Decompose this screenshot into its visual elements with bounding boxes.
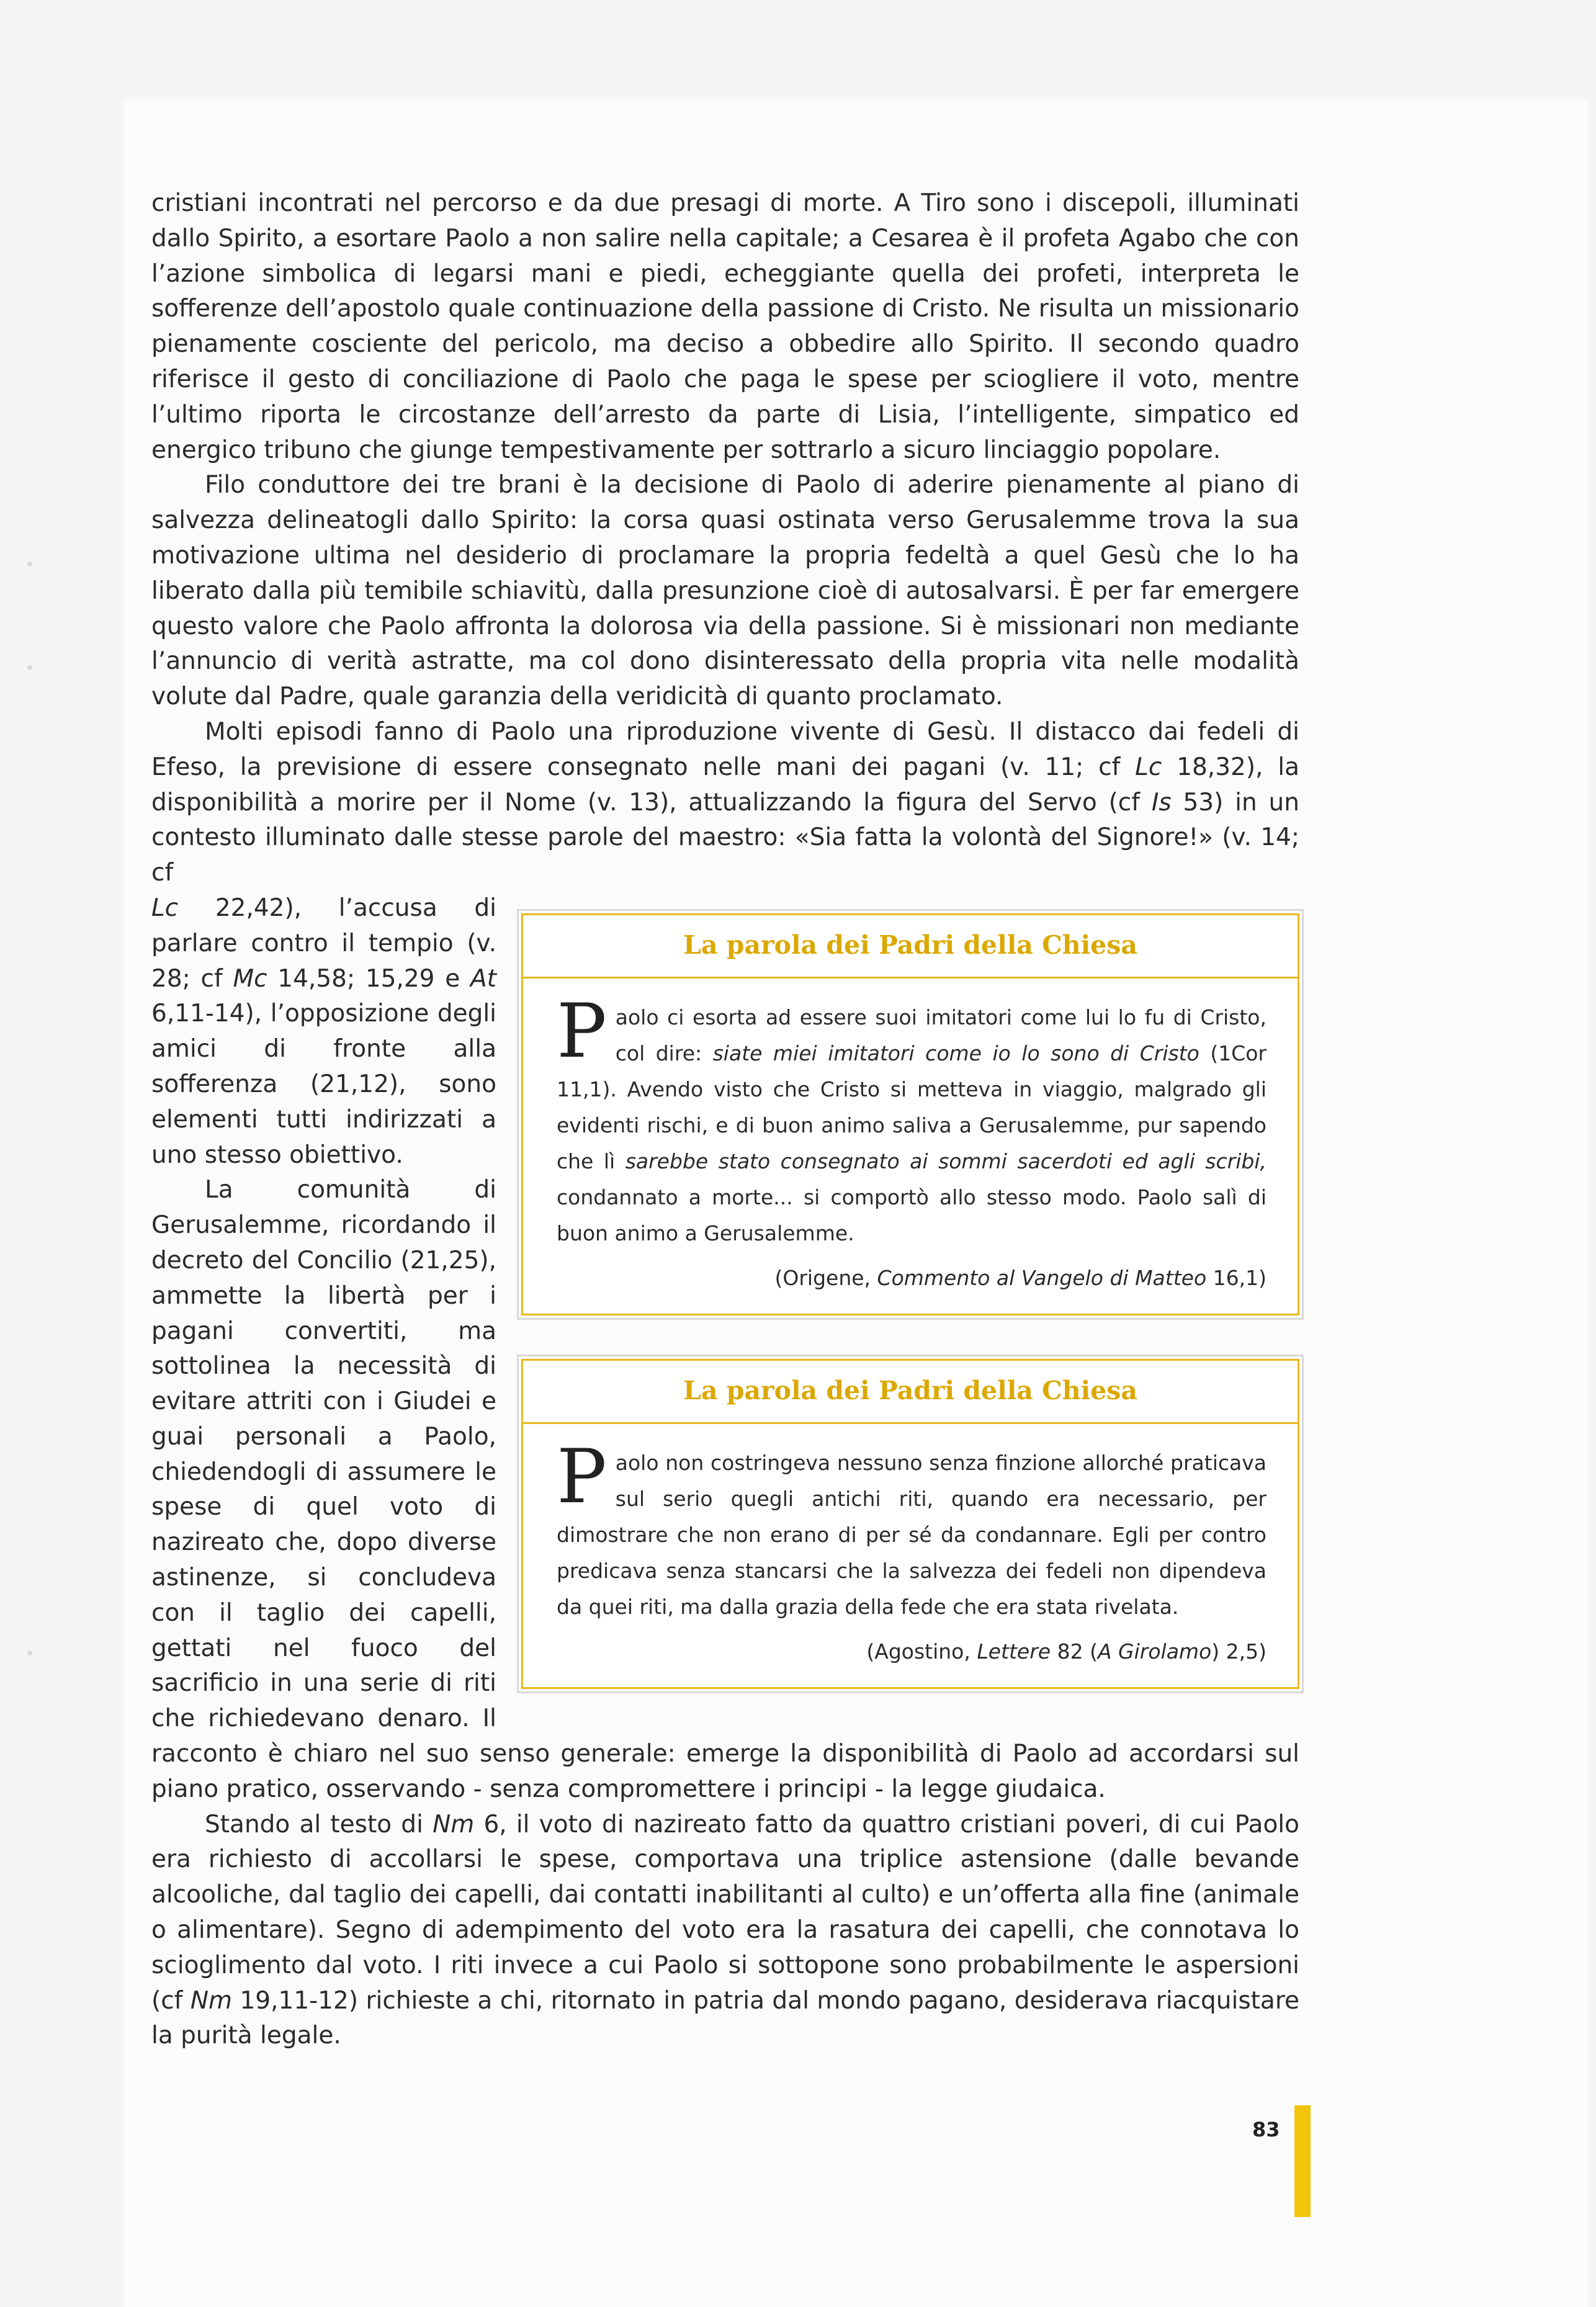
quote-source: (Agostino, Lettere 82 (A Girolamo) 2,5)	[866, 1639, 1266, 1664]
paragraph-5: Stando al testo di Nm 6, il voto di nazireato fatto da quattro cristiani poveri, di cui Paolo era richiesto di accollarsi le spese, comportava una triplice astensione (dalle bevande alcooliche, dal taglio dei capelli, dai contatti inabilitanti al culto) e un’offerta alla fine (animale o alimentare). Segno di adempimento del voto era la rasatura dei capelli, che connotava lo scioglimento dal voto. I riti invece a cui Paolo si sottopone sono probabilmente le aspersioni (cf Nm 19,11-12) richieste a chi, ritornato in patria dal mondo pagano, desiderava riacquistare la purità legale.	[151, 1810, 1300, 2050]
paragraph-2: Filo conduttore dei tre brani è la decisione di Paolo di aderire pienamente al piano di salvezza delineatogli dallo Spirito: la corsa quasi ostinata verso Gerusalemme trova la sua motivazione ultima nel desiderio di proclamare la propria fedeltà a quel Gesù che lo ha liberato dalla più temibile schiavitù, dalla presunzione cioè di autosalvarsi. È per far emergere questo valore che Paolo affronta la dolorosa via della passione. Si è missionari non mediante l’annuncio di verità astratte, ma col dono disinteressato della propria vita nelle modalità volute dal Padre, quale garanzia della veridicità di quanto proclamato.	[151, 471, 1299, 711]
page-number: 83	[1252, 2118, 1280, 2141]
paragraph-1: cristiani incontrati nel percorso e da due presagi di morte. A Tiro sono i discepoli, illuminati dallo Spirito, a esortare Paolo a non salire nella capitale; a Cesarea è il profeta Agabo che con l’azione simbolica di legarsi mani e piedi, echeggiante quella dei profeti, interpreta le sofferenze dell’apostolo quale continuazione della passione di Cristo. Ne risulta un missionario pienamente cosciente del pericolo, ma deciso a obbedire allo Spirito. Il secondo quadro riferisce il gesto di conciliazione di Paolo che paga le spese per sciogliere il voto, mentre l’ultimo riporta le circostanze dell’arresto da parte di Lisia, l’intelligente, simpatico ed energico tribuno che giunge tempestivamente per sottrarlo a sicuro linciaggio popolare.	[151, 189, 1299, 464]
punch-hole-3	[27, 1651, 32, 1655]
punch-hole-2	[27, 665, 32, 670]
quote-box-body: Paolo non costringeva nessuno senza finzione allorché praticava sul serio quegli antichi riti, quando era necessario, per dimostrare che non erano di per sé da condannare. Egli per contro predicava senza stancarsi che la salvezza dei fedeli non dipendeva da quei riti, ma dalla grazia della fede che era stata rivelata. (Agostino, Lettere 82 (A Girolamo) 2,5)	[523, 1424, 1298, 1687]
paragraph-4: La comunità di Gerusalemme, ricordando il decreto del Concilio (21,25), ammette la libertà per i pagani convertiti, ma sottolinea la necessità di evitare attriti con i Giudei e guai personali a Paolo, chiedendogli di assumere le spese di quel voto di nazireato che, dopo diverse astinenze, si concludeva con il taglio dei capelli, gettati nel fuoco del sacrificio in una serie di riti che richiedevano denaro. Il racconto è chiaro nel suo senso generale: emerge la disponibilità di Paolo ad accordarsi sul piano pratico, osservando - senza compromettere i principi - la legge giudaica.	[151, 1176, 1299, 1803]
paragraph-3: Molti episodi fanno di Paolo una riproduzione vivente di Gesù. Il distacco dai fedeli di Efeso, la previsione di essere consegnato nelle mani dei pagani (v. 11; cf Lc 18,32), la disponibilità a morire per il Nome (v. 13), attualizzando la figura del Servo (cf Is 53) in un contesto illuminato dalle stesse parole del maestro: «Sia fatta la volontà del Signore!» (v. 14; cf	[151, 717, 1300, 887]
quote-boxes	[521, 913, 1299, 1732]
page-accent-bar	[1294, 2105, 1311, 2217]
quote-box-title: La parola dei Padri della Chiesa	[523, 915, 1298, 979]
paragraph-3-continued: Lc 22,42), l’accusa di parlare contro il tempio (v. 28; cf Mc 14,58; 15,29 e At 6,11-14), l’opposizione degli amici di fronte alla sofferenza (21,12), sono elementi tutti indirizzati a uno stesso obiettivo.	[151, 894, 496, 1169]
punch-hole-1	[27, 562, 32, 567]
quote-box-title: La parola dei Padri della Chiesa	[523, 1361, 1298, 1424]
quote-source: (Origene, Commento al Vangelo di Matteo 16,1)	[774, 1265, 1266, 1290]
drop-cap: P	[557, 1433, 607, 1520]
quote-box-agostino	[521, 1359, 1299, 1689]
quote-box-origene	[521, 913, 1299, 1315]
drop-cap: P	[557, 988, 607, 1075]
paragraph-3-intro: 53) in un contesto illuminato dalle stesse parole del maestro: «Sia fatta la volontà del Signore!» (v. 14; cf	[151, 788, 1299, 887]
wrapped-section	[151, 715, 1299, 1808]
main-text-column	[151, 186, 1299, 2054]
quote-box-body: Paolo ci esorta ad essere suoi imitatori come lui lo fu di Cristo, col dire: siate miei imitatori come io lo sono di Cristo (1Cor 11,1). Avendo visto che Cristo si metteva in viaggio, malgrado gli evidenti rischi, e di buon animo saliva a Gerusalemme, pur sapendo che lì sarebbe stato consegnato ai sommi sacerdoti ed agli scribi, condannato a morte... si comportò allo stesso modo. Paolo salì di buon animo a Gerusalemme. (Origene, Commento al Vangelo di Matteo 16,1)	[523, 979, 1298, 1314]
